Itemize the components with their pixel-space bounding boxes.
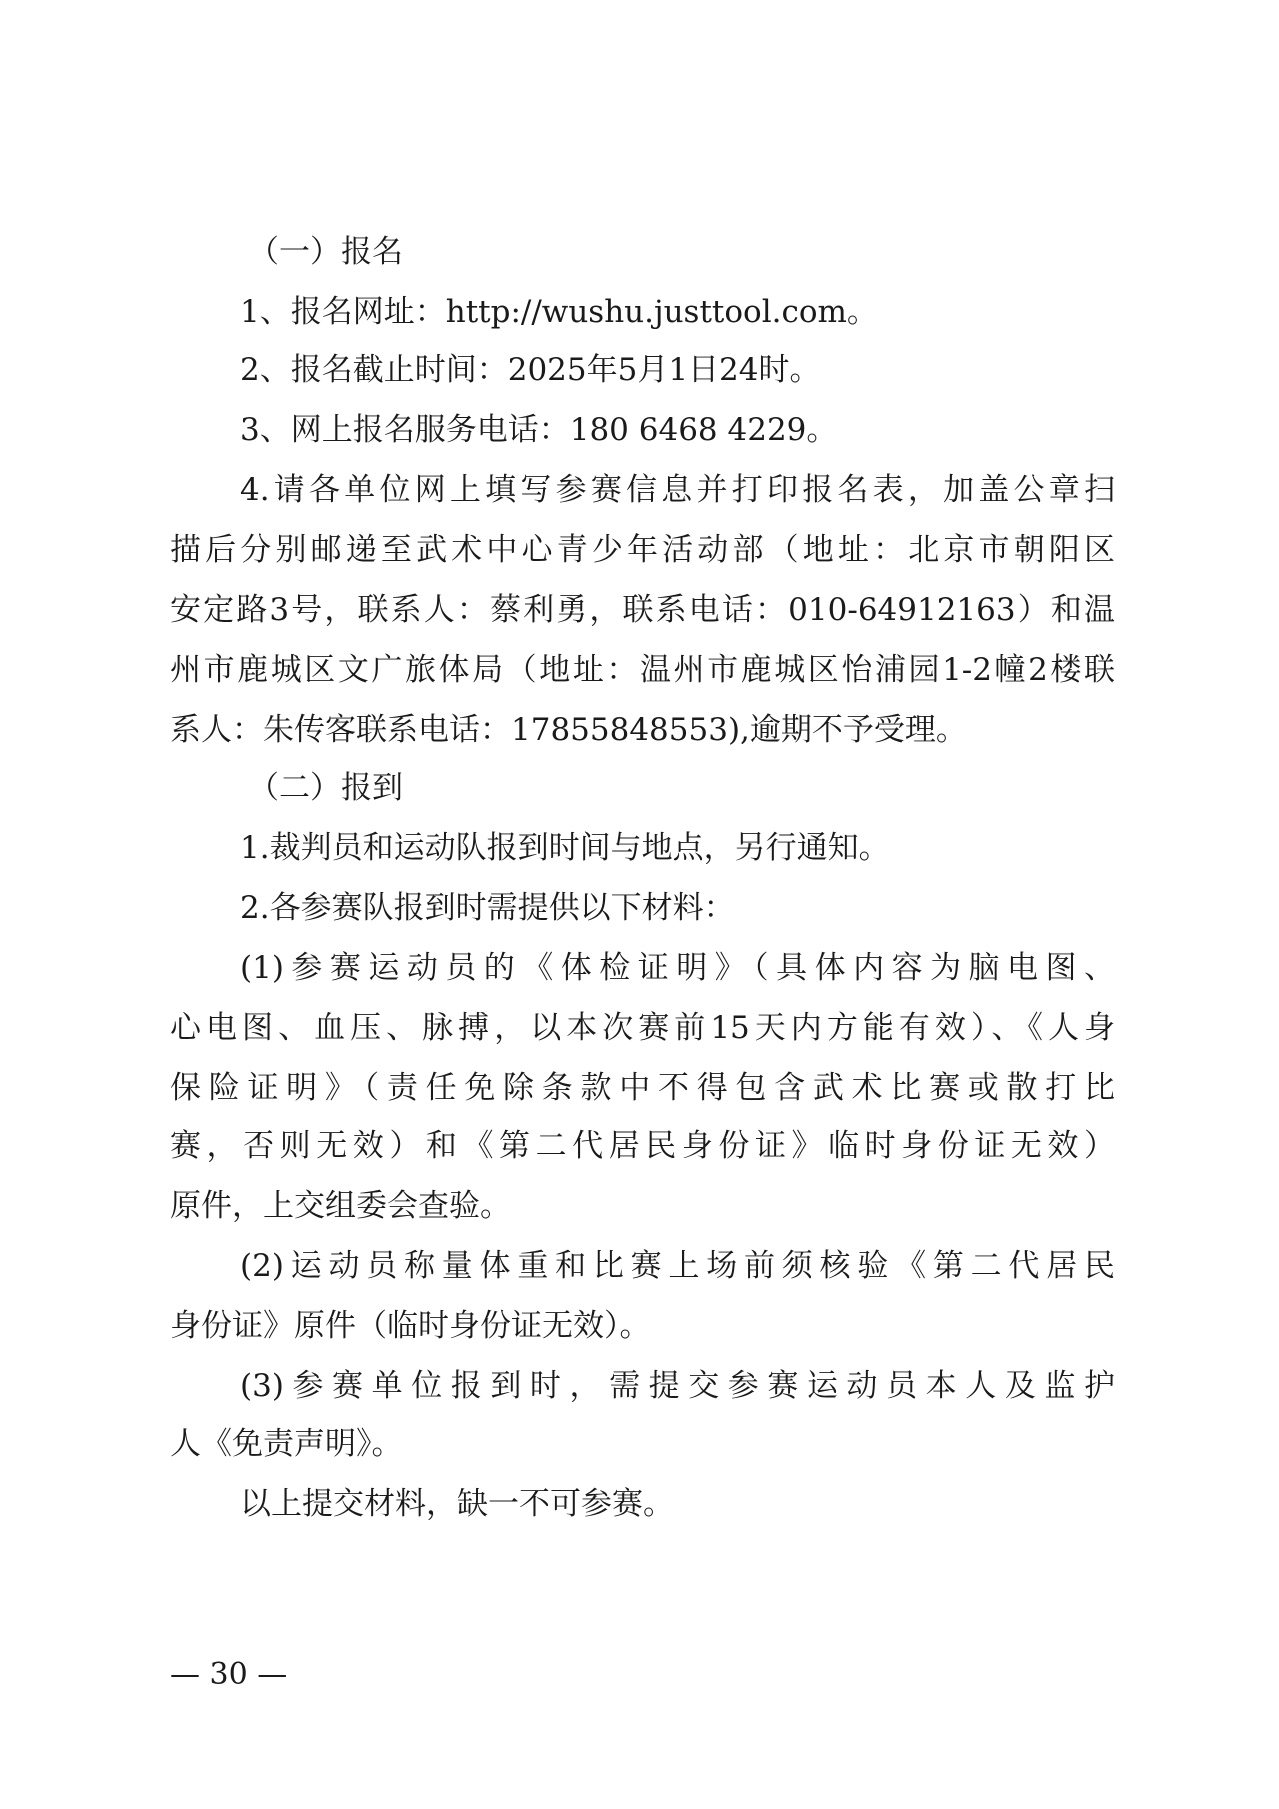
paragraph-line: 保险证明》（责任免除条款中不得包含武术比赛或散打比 [170, 1070, 1115, 1106]
section-heading-checkin: （二）报到 [248, 770, 403, 806]
paragraph-line: 身份证》原件（临时身份证无效）。 [170, 1308, 651, 1344]
paragraph-line: 心电图、血压、脉搏，以本次赛前15天内方能有效）、《人身 [170, 1010, 1115, 1046]
paragraph-line: 安定路3号，联系人：蔡利勇，联系电话：010-64912163）和温 [170, 592, 1115, 628]
registration-phone-line: 3、网上报名服务电话：180 6468 4229。 [240, 412, 838, 448]
registration-deadline-line: 2、报名截止时间：2025年5月1日24时。 [240, 352, 821, 388]
paragraph-line: 原件，上交组委会查验。 [170, 1188, 511, 1224]
paragraph-line: (2)运动员称量体重和比赛上场前须核验《第二代居民 [240, 1248, 1115, 1284]
paragraph-line: 人《免责声明》。 [170, 1426, 403, 1462]
paragraph-line: 赛，否则无效）和《第二代居民身份证》临时身份证无效） [170, 1128, 1115, 1164]
paragraph-line: 描后分别邮递至武术中心青少年活动部（地址：北京市朝阳区 [170, 532, 1115, 568]
page-number: — 30 — [170, 1657, 288, 1692]
paragraph-line: (3)参赛单位报到时，需提交参赛运动员本人及监护 [240, 1368, 1115, 1404]
registration-url-line: 1、报名网址：http://wushu.justtool.com。 [240, 294, 878, 330]
paragraph-line: 州市鹿城区文广旅体局（地址：温州市鹿城区怡浦园1-2幢2楼联 [170, 652, 1115, 688]
closing-line: 以上提交材料，缺一不可参赛。 [240, 1486, 674, 1522]
section-heading-registration: （一）报名 [248, 234, 403, 270]
paragraph-line: 4.请各单位网上填写参赛信息并打印报名表，加盖公章扫 [240, 472, 1115, 508]
checkin-time-line: 1.裁判员和运动队报到时间与地点，另行通知。 [240, 830, 890, 866]
materials-intro-line: 2.各参赛队报到时需提供以下材料： [240, 890, 735, 926]
paragraph-line: (1)参赛运动员的《体检证明》（具体内容为脑电图、 [240, 950, 1115, 986]
paragraph-line: 系人：朱传客联系电话：17855848553),逾期不予受理。 [170, 712, 967, 748]
